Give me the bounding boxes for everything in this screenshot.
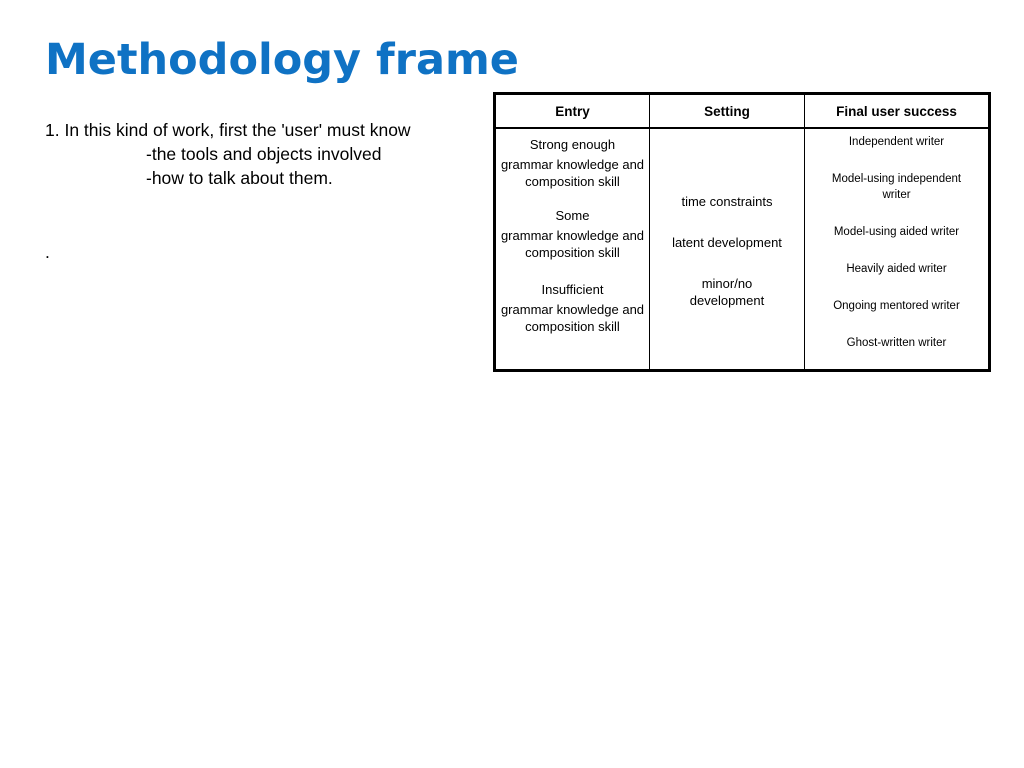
setting-cell: [650, 129, 805, 369]
entry-group: [496, 207, 649, 261]
methodology-table: [493, 92, 991, 372]
header-final-user-success: Final user success: [836, 103, 957, 119]
body-line-4: .: [45, 242, 50, 262]
entry-group: [496, 281, 649, 335]
entry-group: [496, 136, 649, 190]
entry-skill: grammar knowledge and composition skill: [500, 157, 645, 189]
final-success-item: Model-using aided writer: [833, 226, 960, 238]
final-success-cell: [805, 129, 988, 369]
final-success-item: Independent writer: [848, 136, 945, 148]
final-success-item: Ongoing mentored writer: [833, 300, 960, 312]
entry-cell: [496, 129, 650, 369]
header-setting: Setting: [650, 95, 805, 127]
entry-skill: grammar knowledge and composition skill: [500, 228, 645, 260]
table-header-row: [496, 95, 988, 129]
final-success-item: Heavily aided writer: [846, 263, 947, 275]
slide-title: Methodology frame: [45, 35, 519, 85]
body-line-2: -the tools and objects involved: [146, 144, 382, 164]
header-entry: Entry: [496, 95, 650, 127]
body-line-1: 1. In this kind of work, first the 'user' must know: [45, 120, 411, 140]
entry-level: Insufficient: [541, 282, 604, 297]
entry-skill: grammar knowledge and composition skill: [500, 302, 645, 334]
setting-item: latent development: [672, 235, 782, 250]
setting-item: time constraints: [681, 194, 773, 209]
entry-level: Strong enough: [529, 137, 616, 152]
entry-level: Some: [555, 208, 590, 223]
final-success-item: Ghost-written writer: [846, 337, 947, 349]
body-line-3: -how to talk about them.: [146, 168, 333, 188]
table-body-row: [496, 129, 988, 369]
setting-item: minor/no development: [689, 276, 765, 308]
body-text: [45, 118, 485, 264]
final-success-item: Model-using independent writer: [831, 173, 962, 201]
